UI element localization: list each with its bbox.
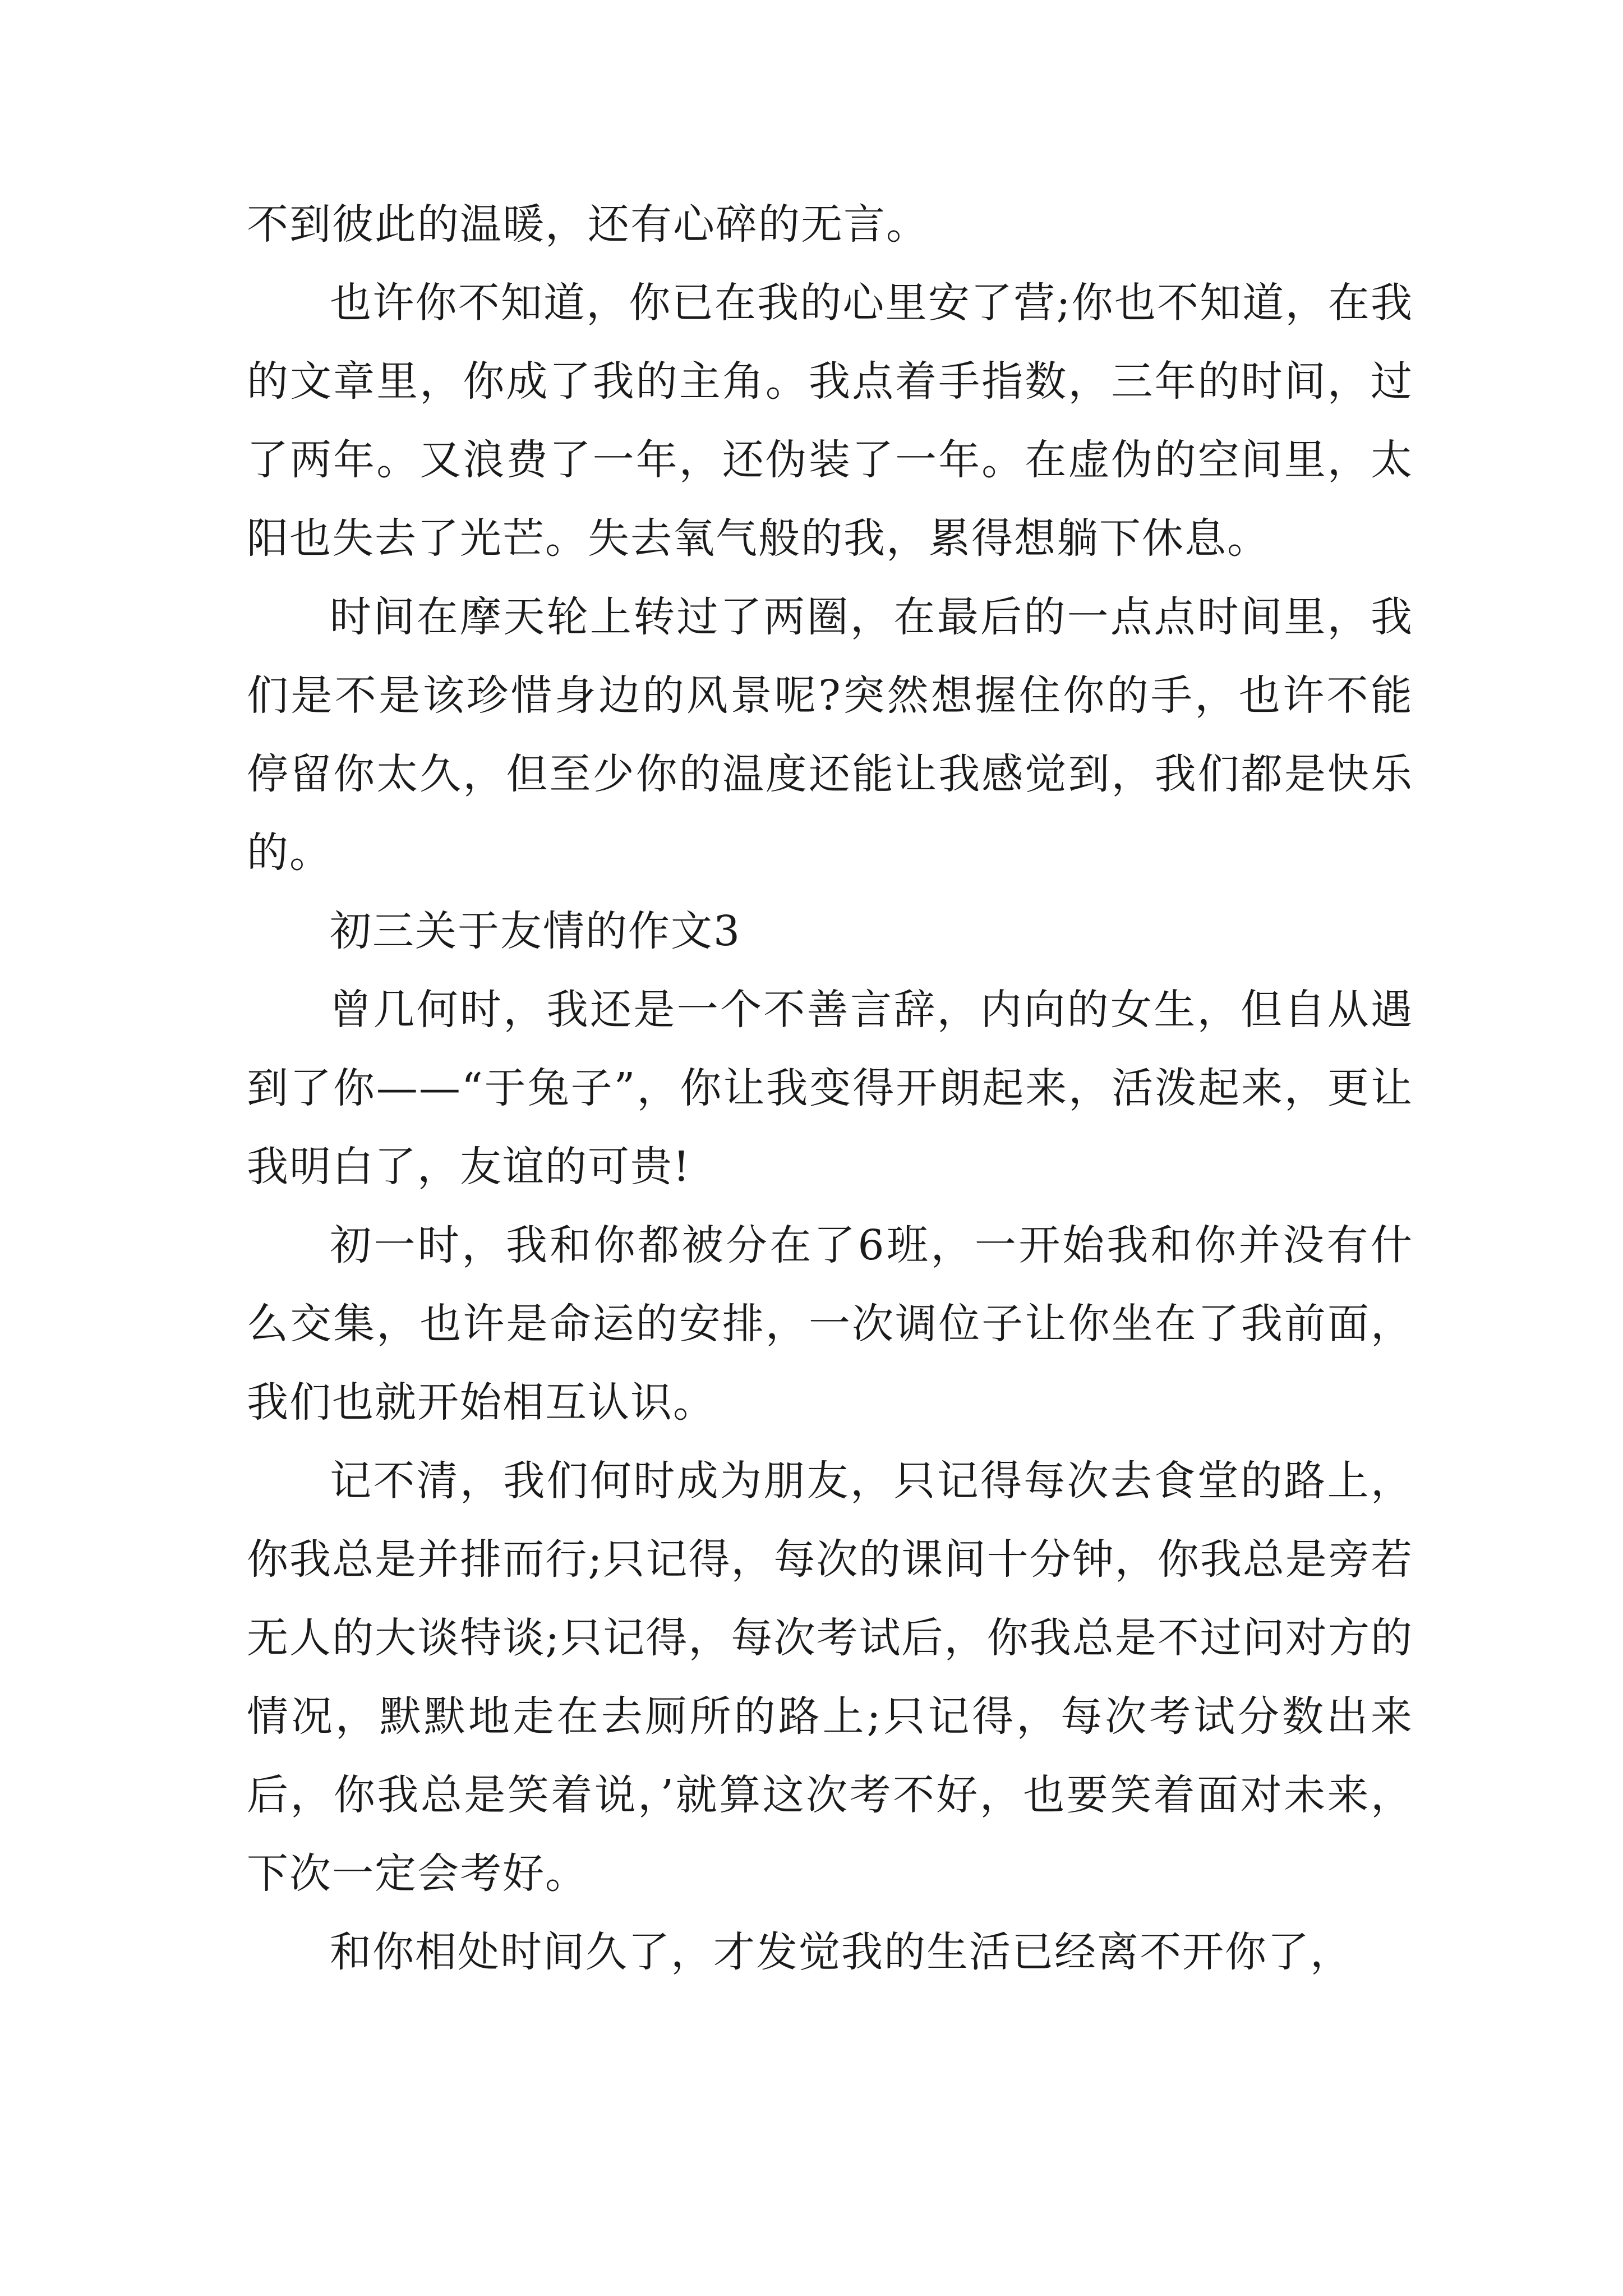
document-body — [247, 185, 1413, 1991]
essay-title: 初三关于友情的作文3 — [330, 907, 741, 955]
paragraph: 初一时，我和你都被分在了6班，一开始我和你并没有什么交集，也许是命运的安排，一次调位子让你坐在了我前面，我们也就开始相互认识。 — [247, 1221, 1413, 1427]
paragraph: 曾几何时，我还是一个不善言辞，内向的女生，但自从遇到了你——“于兔子”，你让我变得开朗起来，活泼起来，更让我明白了，友谊的可贵! — [247, 986, 1413, 1191]
paragraph-continuation: 不到彼此的温暖，还有心碎的无言。 — [247, 200, 929, 249]
paragraph: 也许你不知道，你已在我的心里安了营;你也不知道，在我的文章里，你成了我的主角。我点着手指数，三年的时间，过了两年。又浪费了一年，还伪装了一年。在虚伪的空间里，太阳也失去了光芒。失去氧气般的我，累得想躺下休息。 — [247, 279, 1413, 563]
paragraph: 记不清，我们何时成为朋友，只记得每次去食堂的路上，你我总是并排而行;只记得，每次的课间十分钟，你我总是旁若无人的大谈特谈;只记得，每次考试后，你我总是不过问对方的情况，默默地走在去厕所的路上;只记得，每次考试分数出来后，你我总是笑着说，’就算这次考不好，也要笑着面对未来，下次一定会考好。 — [247, 1457, 1413, 1898]
paragraph: 和你相处时间久了，才发觉我的生活已经离不开你了， — [330, 1928, 1353, 1976]
paragraph: 时间在摩天轮上转过了两圈，在最后的一点点时间里，我们是不是该珍惜身边的风景呢?突然想握住你的手，也许不能停留你太久，但至少你的温度还能让我感觉到，我们都是快乐的。 — [247, 593, 1413, 877]
